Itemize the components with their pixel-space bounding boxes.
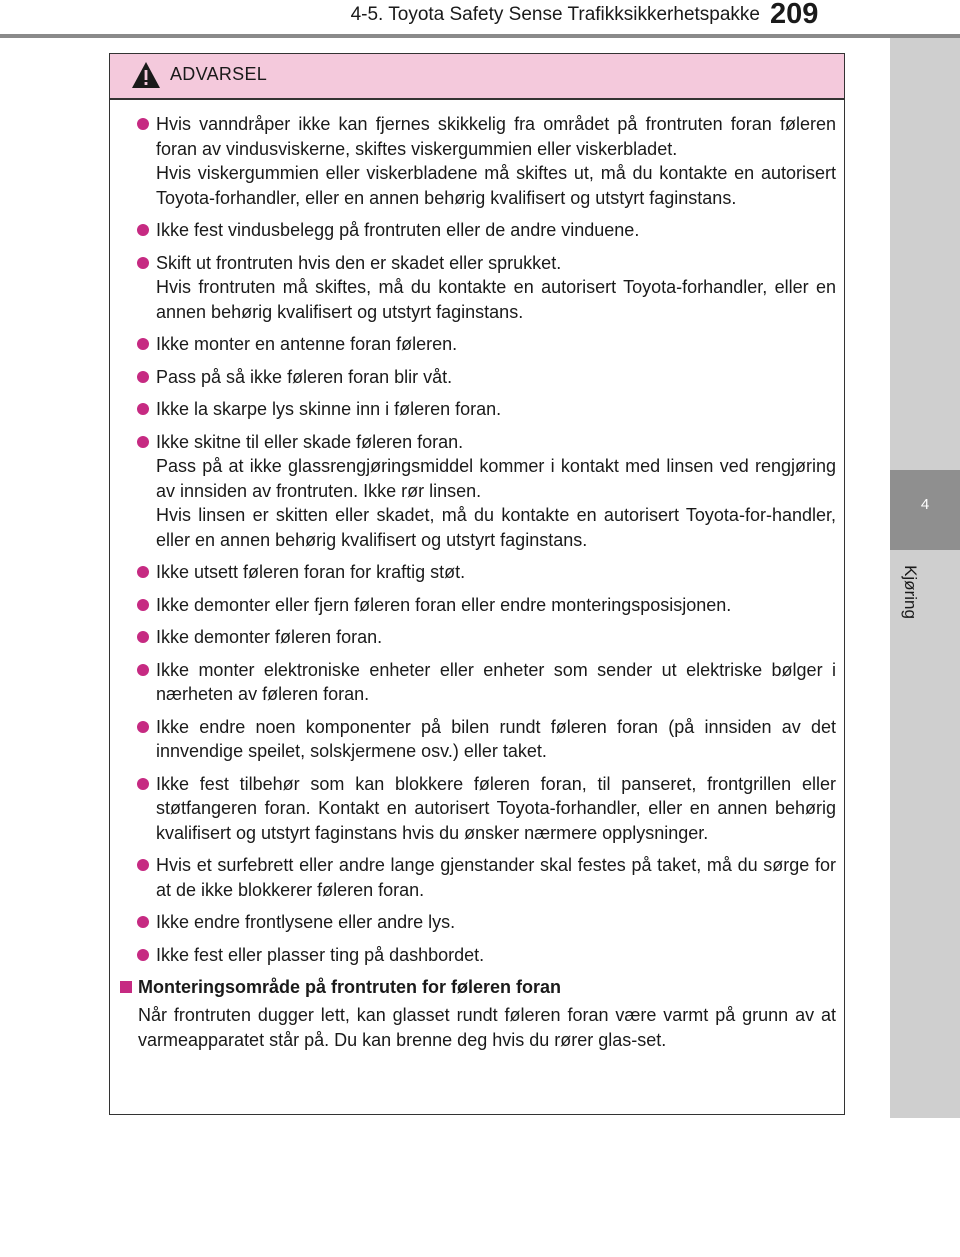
bullet-dot-icon bbox=[137, 721, 149, 733]
warning-bullet-item bbox=[136, 218, 836, 243]
bullet-text: Hvis viskergummien eller viskerbladene må skiftes ut, må du kontakte en autorisert Toyota-forhandler, eller en annen behørig kvalifisert og utstyrt faginstans. bbox=[156, 163, 836, 208]
bullet-dot-icon bbox=[137, 599, 149, 611]
bullet-text: Ikke fest eller plasser ting på dashbordet. bbox=[156, 944, 485, 965]
chapter-number-tab: 4 bbox=[890, 470, 960, 550]
warning-bullet-item bbox=[136, 658, 836, 707]
bullet-dot-icon bbox=[137, 859, 149, 871]
warning-bullet-item bbox=[136, 365, 836, 390]
warning-bullet-item bbox=[136, 772, 836, 846]
bullet-dot-icon bbox=[137, 403, 149, 415]
bullet-dot-icon bbox=[137, 664, 149, 676]
warning-bullet-item bbox=[136, 430, 836, 553]
bullet-dot-icon bbox=[137, 224, 149, 236]
bullet-text: Ikke demonter eller fjern føleren foran eller endre monteringsposisjonen. bbox=[156, 594, 732, 615]
bullet-text: Pass på at ikke glassrengjøringsmiddel kommer i kontakt med linsen ved rengjøring av innsiden av frontruten. Ikke rør linsen. bbox=[156, 456, 836, 501]
section-square-icon bbox=[120, 981, 132, 993]
bullet-dot-icon bbox=[137, 257, 149, 269]
warning-header bbox=[110, 54, 844, 100]
bullet-text: Ikke fest vindusbelegg på frontruten eller de andre vinduene. bbox=[156, 220, 640, 240]
section-text: Når frontruten dugger lett, kan glasset rundt føleren foran være varmt på grunn av at varmeapparatet står på. Du kan brenne deg hvis du rører glas-set. bbox=[138, 1005, 836, 1050]
header-rule bbox=[0, 34, 960, 38]
warning-bullet-item bbox=[136, 593, 836, 618]
bullet-text: Ikke endre frontlysene eller andre lys. bbox=[156, 912, 456, 932]
bullet-dot-icon bbox=[137, 631, 149, 643]
bullet-dot-icon bbox=[137, 566, 149, 578]
bullet-dot-icon bbox=[137, 436, 149, 448]
bullet-text: Pass på så ikke føleren foran blir våt. bbox=[156, 366, 453, 387]
bullet-dot-icon bbox=[137, 371, 149, 383]
warning-bullet-item bbox=[136, 715, 836, 764]
bullet-dot-icon bbox=[137, 118, 149, 130]
bullet-text: Hvis vanndråper ikke kan fjernes skikkelig fra området på frontruten foran føleren foran av vindusviskerne, skiftes viskergummien eller viskerbladet. bbox=[156, 114, 836, 159]
running-header-title: 4-5. Toyota Safety Sense Trafikksikkerhetspakke bbox=[350, 4, 760, 25]
bullet-dot-icon bbox=[137, 338, 149, 350]
warning-bullet-item bbox=[136, 397, 836, 422]
warning-bullet-item bbox=[136, 560, 836, 585]
section-heading bbox=[118, 975, 836, 999]
warning-triangle-icon bbox=[131, 61, 161, 89]
bullet-text: Hvis linsen er skitten eller skadet, må du kontakte en autorisert Toyota-for-handler, eller en annen behørig kvalifisert og utstyrt faginstans. bbox=[156, 505, 836, 550]
chapter-label: Kjøring bbox=[901, 565, 920, 619]
bullet-dot-icon bbox=[137, 949, 149, 961]
section-title-text: Monteringsområde på frontruten for føleren foran bbox=[138, 977, 562, 997]
warning-box bbox=[109, 53, 845, 1115]
warning-bullet-item bbox=[136, 853, 836, 902]
warning-label: ADVARSEL bbox=[170, 64, 268, 84]
bullet-dot-icon bbox=[137, 916, 149, 928]
warning-bullet-item bbox=[136, 943, 836, 968]
bullet-text: Ikke monter en antenne foran føleren. bbox=[156, 334, 458, 354]
warning-bullet-item bbox=[136, 910, 836, 935]
bullet-text: Ikke monter elektroniske enheter eller enheter som sender ut elektriske bølger i nærheten av føleren foran. bbox=[156, 659, 836, 704]
bullet-text: Ikke la skarpe lys skinne inn i føleren foran. bbox=[156, 399, 502, 419]
bullet-text: Ikke fest tilbehør som kan blokkere føleren foran, til panseret, frontgrillen eller støtfangeren foran. Kontakt en autorisert Toyota-forhandler, eller en annen behørig kvalifisert og utstyrt faginstans hvis du ønsker nærmere opplysninger. bbox=[156, 773, 836, 843]
bullet-text: Ikke demonter føleren foran. bbox=[156, 627, 383, 647]
bullet-text: Ikke endre noen komponenter på bilen rundt føleren foran (på innsiden av det innvendige speilet, solskjermene osv.) eller taket. bbox=[156, 716, 836, 761]
warning-bullet-item bbox=[136, 625, 836, 650]
bullet-text: Skift ut frontruten hvis den er skadet eller sprukket. bbox=[156, 252, 562, 273]
warning-bullet-item bbox=[136, 112, 836, 210]
warning-bullet-item bbox=[136, 251, 836, 325]
bullet-text: Ikke skitne til eller skade føleren foran. bbox=[156, 431, 464, 452]
page-number: 209 bbox=[770, 0, 819, 30]
bullet-text: Hvis et surfebrett eller andre lange gjenstander skal festes på taket, må du sørge for at de ikke blokkerer føleren foran. bbox=[156, 855, 836, 900]
warning-body bbox=[110, 100, 844, 1052]
bullet-text: Hvis frontruten må skiftes, må du kontakte en autorisert Toyota-forhandler, eller en annen behørig kvalifisert og utstyrt faginstans. bbox=[156, 277, 836, 322]
bullet-dot-icon bbox=[137, 778, 149, 790]
bullet-text: Ikke utsett føleren foran for kraftig støt. bbox=[156, 562, 466, 582]
warning-bullet-item bbox=[136, 332, 836, 357]
